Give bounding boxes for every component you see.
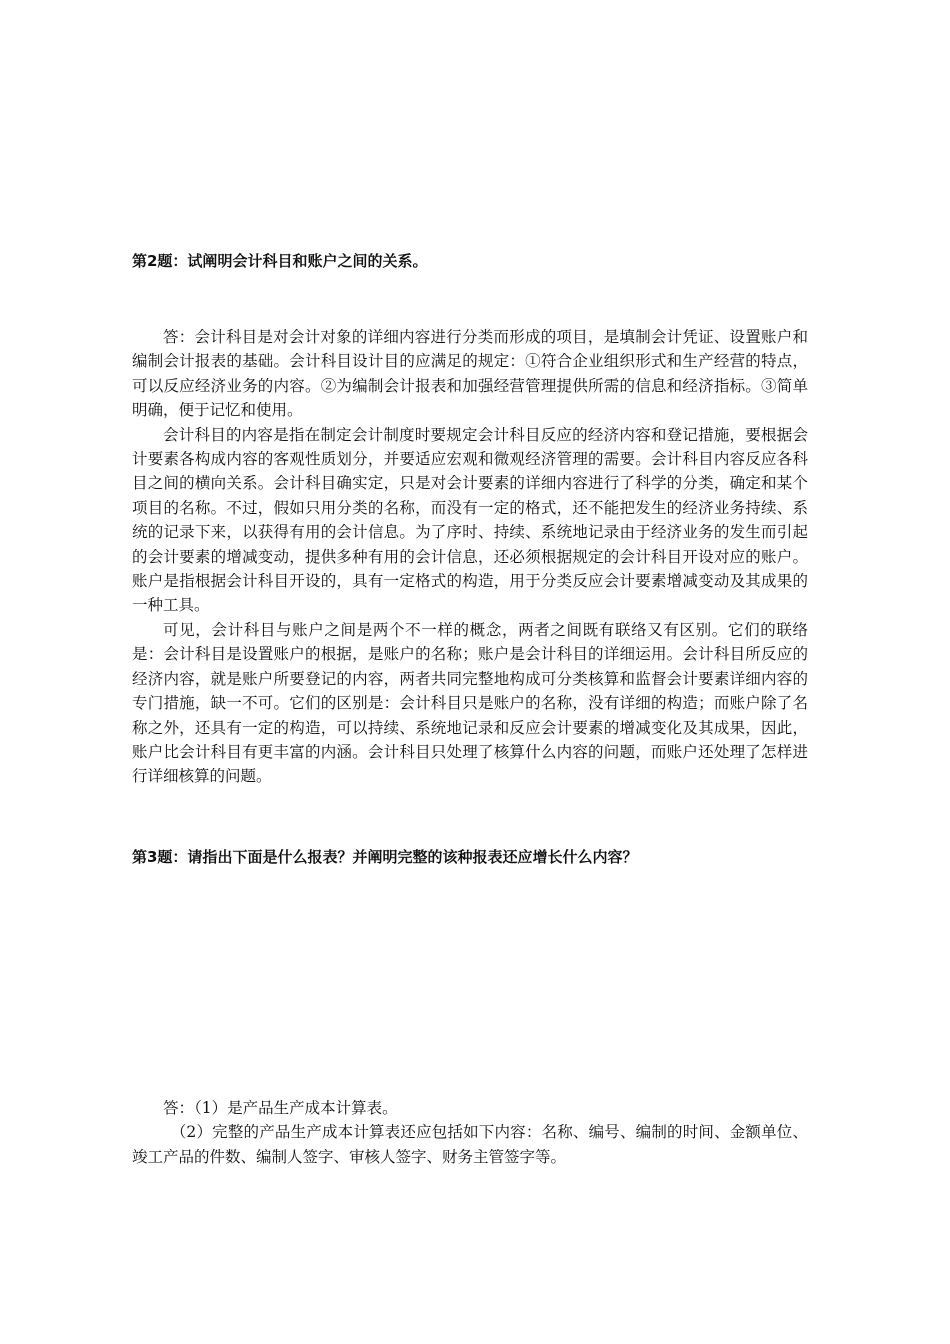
question-3-answer xyxy=(132,1096,808,1169)
answer-paragraph: 可见，会计科目与账户之间是两个不一样的概念，两者之间既有联络又有区别。它们的联络是：会计科目是设置账户的根据，是账户的名称；账户是会计科目的详细运用。会计科目所反应的经济内容，就是账户所要登记的内容，两者共同完整地构成可分类核算和监督会计要素详细内容的专门措施，缺一不可。它们的区别是：会计科目只是账户的名称，没有详细的构造；而账户除了名称之外，还具有一定的构造，可以持续、系统地记录和反应会计要素的增减变化及其成果，因此，账户比会计科目有更丰富的内涵。会计科目只处理了核算什么内容的问题，而账户还处理了怎样进行详细核算的问题。 xyxy=(132,620,808,786)
question-3-title: 第3题：请指出下面是什么报表？并阐明完整的该种报表还应增长什么内容？ xyxy=(132,848,638,866)
question-2-title: 第2题：试阐明会计科目和账户之间的关系。 xyxy=(132,252,428,270)
answer-paragraph: 会计科目的内容是指在制定会计制度时要规定会计科目反应的经济内容和登记措施，要根据会计要素各构成内容的客观性质划分，并要适应宏观和微观经济管理的需要。会计科目内容反应各科目之间的横向关系。会计科目确实定，只是对会计要素的详细内容进行了科学的分类，确定和某个项目的名称。不过，假如只用分类的名称，而没有一定的格式，还不能把发生的经济业务持续、系统的记录下来，以获得有用的会计信息。为了序时、持续、系统地记录由于经济业务的发生而引起的会计要素的增减变动，提供多种有用的会计信息，还必须根据规定的会计科目开设对应的账户。账户是指根据会计科目开设的，具有一定格式的构造，用于分类反应会计要素增减变动及其成果的一种工具。 xyxy=(132,425,808,615)
answer-paragraph: 答：（1）是产品生产成本计算表。 xyxy=(163,1099,398,1117)
answer-paragraph: （2）完整的产品生产成本计算表还应包括如下内容：名称、编号、编制的时间、金额单位、竣工产品的件数、编制人签字、审核人签字、财务主管签字等。 xyxy=(132,1123,808,1166)
question-2-answer xyxy=(132,325,808,789)
answer-paragraph: 答：会计科目是对会计对象的详细内容进行分类而形成的项目，是填制会计凭证、设置账户和编制会计报表的基础。会计科目设计目的应满足的规定：①符合企业组织形式和生产经营的特点，可以反应经济业务的内容。②为编制会计报表和加强经营管理提供所需的信息和经济指标。③简单明确，便于记忆和使用。 xyxy=(132,328,808,420)
